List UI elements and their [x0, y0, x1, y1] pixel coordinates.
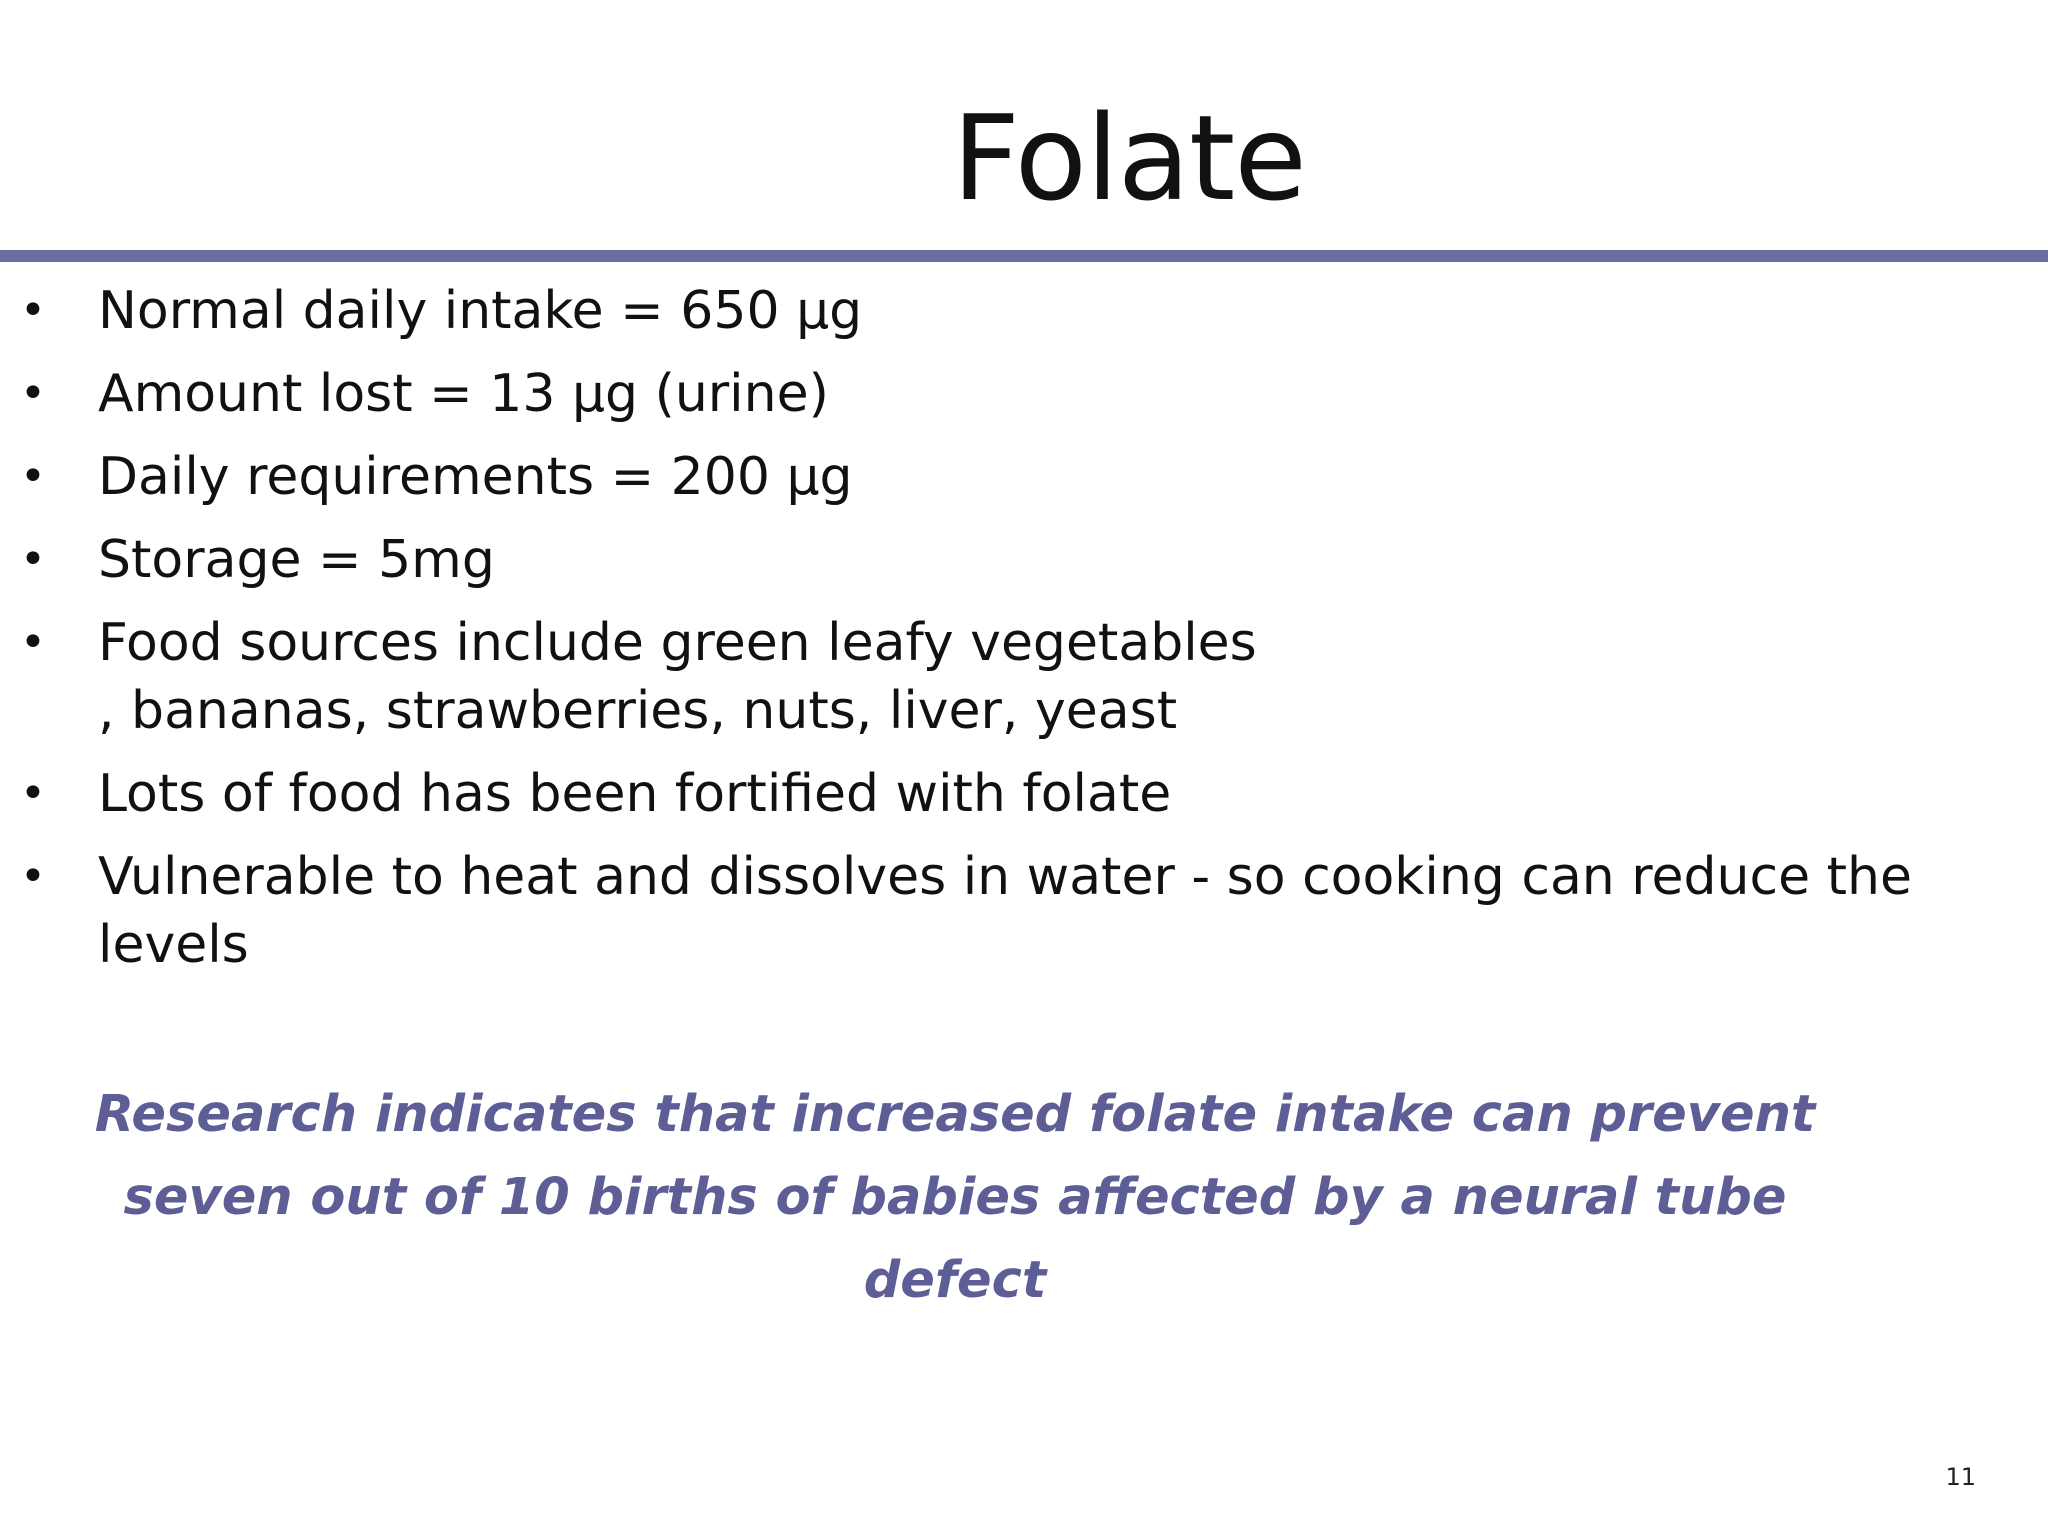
bullet-text-amount-lost: Amount lost = 13 µg (urine) [98, 364, 829, 424]
bullet-icon: • [20, 851, 46, 902]
bullet-item [0, 526, 1960, 594]
callout-line-2: seven out of 10 births of babies affected by a neural tube defect [123, 1168, 1787, 1310]
bullet-list [0, 277, 1960, 994]
bullet-text-daily-intake: Normal daily intake = 650 µg [98, 281, 863, 341]
bullet-text-food-sources: Food sources include green leafy vegetables , bananas, strawberries, nuts, liver, yeast [98, 613, 1257, 741]
bullet-icon: • [20, 368, 46, 419]
page-number: 11 [1945, 1463, 1976, 1491]
bullet-icon: • [20, 534, 46, 585]
bullet-icon: • [20, 285, 46, 336]
bullet-item [0, 843, 1960, 979]
bullet-text-daily-requirements: Daily requirements = 200 µg [98, 447, 853, 507]
bullet-text-fortified: Lots of food has been fortified with folate [98, 764, 1172, 824]
callout-line-1: Research indicates that increased folate intake can prevent [94, 1085, 1816, 1144]
bullet-icon: • [20, 451, 46, 502]
bullet-item [0, 760, 1960, 828]
bullet-item [0, 277, 1960, 345]
bullet-item [0, 360, 1960, 428]
research-callout [60, 1073, 1850, 1322]
bullet-text-vulnerable-heat: Vulnerable to heat and dissolves in water - so cooking can reduce the levels [98, 847, 1912, 975]
slide-title: Folate [952, 89, 1306, 227]
bullet-icon: • [20, 617, 46, 668]
bullet-icon: • [20, 768, 46, 819]
bullet-item [0, 609, 1960, 745]
title-divider [0, 250, 2048, 262]
bullet-text-storage: Storage = 5mg [98, 530, 495, 590]
bullet-item [0, 443, 1960, 511]
